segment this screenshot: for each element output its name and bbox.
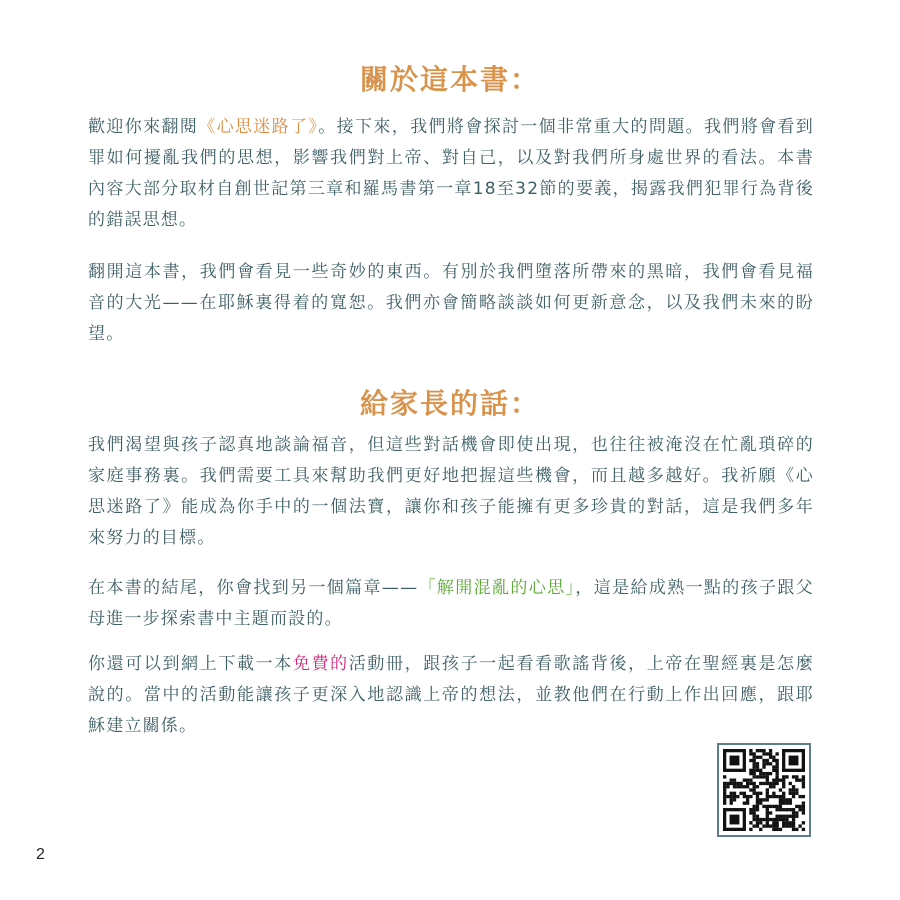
chapter-text-rest: ，這是給成熟一點的孩子跟父母進一步探索書中主題而設的。 xyxy=(88,578,814,629)
intro-text-start: 歡迎你來翻閱 xyxy=(88,117,199,137)
intro-paragraph xyxy=(88,112,814,236)
download-text-rest: 活動冊，跟孩子一起看看歌謠背後，上帝在聖經裏是怎麼說的。當中的活動能讓孩子更深入地認識上帝的想法，並教他們在行動上作出回應，跟耶穌建立關係。 xyxy=(88,654,815,736)
book-title-highlight: 《心思迷路了》 xyxy=(198,117,319,137)
free-highlight: 免費的 xyxy=(292,654,349,674)
about-book-heading: 關於這本書： xyxy=(359,63,540,96)
download-paragraph xyxy=(88,649,814,742)
chapter-text-start: 在本書的結尾，你會找到另一個篇章—— xyxy=(88,578,419,598)
parents-paragraph: 我們渴望與孩子認真地談論福音，但這些對話機會即使出現，也往往被淹沒在忙亂瑣碎的家庭事務裏。我們需要工具來幫助我們更好地把握這些機會，而且越多越好。我祈願《心思迷路了》能成為你手中的一個法寶，讓你和孩子能擁有更多珍貴的對話，這是我們多年來努力的目標。 xyxy=(88,435,814,548)
qr-code-icon[interactable] xyxy=(717,743,811,837)
chapter-title-highlight: 「解開混亂的心思」 xyxy=(418,578,576,598)
parents-note-heading: 給家長的話： xyxy=(359,387,540,420)
page-number: 2 xyxy=(36,846,45,863)
intro-text-rest: 。接下來，我們將會探討一個非常重大的問題。我們將會看到罪如何擾亂我們的思想，影響我們對上帝、對自己，以及對我們所身處世界的看法。本書內容大部分取材自創世記第三章和羅馬書第一章18至32節的要義，揭露我們犯罪行為背後的錯誤思想。 xyxy=(88,117,815,230)
chapter-paragraph xyxy=(88,573,814,635)
qr-code-graphic xyxy=(719,745,809,835)
gospel-paragraph: 翻開這本書，我們會看見一些奇妙的東西。有別於我們墮落所帶來的黑暗，我們會看見福音的大光——在耶穌裏得着的寬恕。我們亦會簡略談談如何更新意念，以及我們未來的盼望。 xyxy=(88,262,814,344)
download-text-start: 你還可以到網上下載一本 xyxy=(88,654,293,674)
